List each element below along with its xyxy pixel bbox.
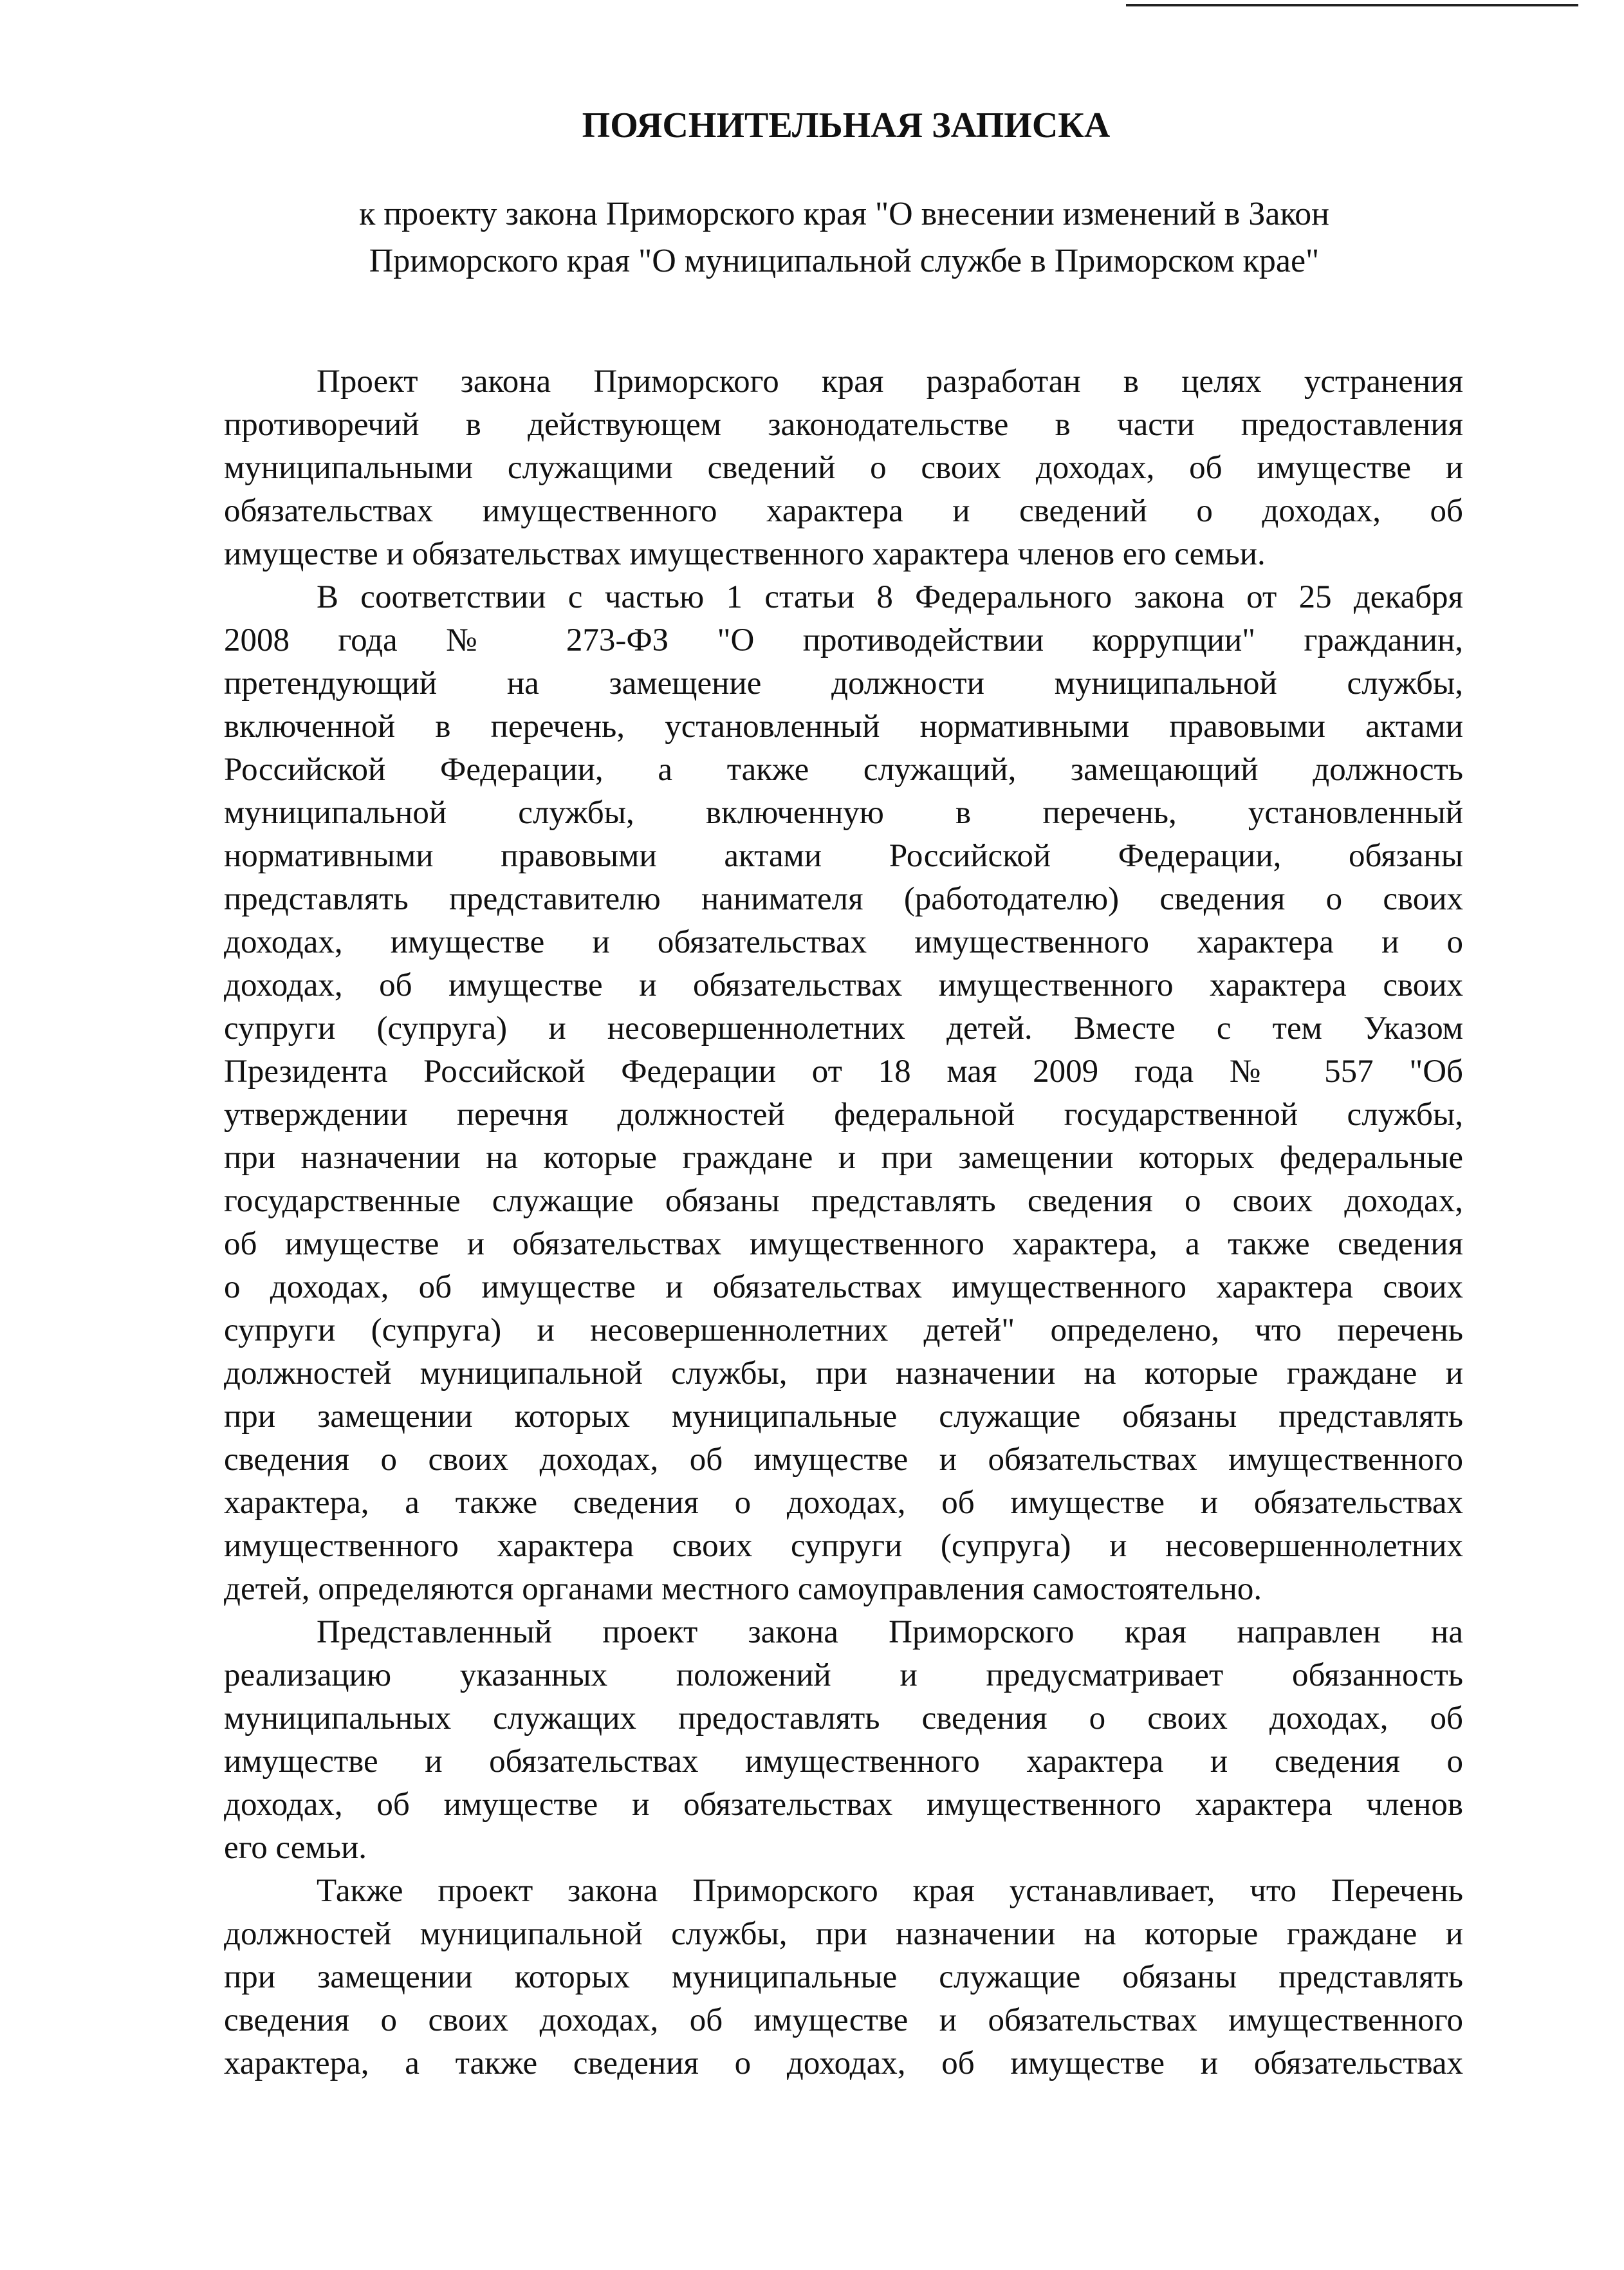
paragraph-line: Также проект закона Приморского края устанавливает, что Перечень xyxy=(317,1873,1463,1909)
paragraph-line: характера, а также сведения о доходах, об имуществе и обязательствах xyxy=(224,2045,1463,2081)
subtitle-line: к проекту закона Приморского края "О внесении изменений в Закон xyxy=(359,196,1329,232)
paragraph-line: должностей муниципальной службы, при назначении на которые граждане и xyxy=(224,1355,1463,1391)
paragraph-line: нормативными правовыми актами Российской Федерации, обязаны xyxy=(224,838,1463,874)
paragraph-line: 2008 года № 273-ФЗ "О противодействии коррупции" гражданин, xyxy=(224,622,1463,658)
paragraph-line: при замещении которых муниципальные служащие обязаны представлять xyxy=(224,1959,1463,1995)
paragraph xyxy=(224,360,1463,576)
paragraph xyxy=(224,576,1463,1611)
paragraph-line: Президента Российской Федерации от 18 мая 2009 года № 557 "Об xyxy=(224,1054,1463,1090)
paragraph-line: противоречий в действующем законодательстве в части предоставления xyxy=(224,407,1463,443)
paragraph-line: имуществе и обязательствах имущественного характера и сведения о xyxy=(224,1744,1463,1780)
paragraph-line: муниципальными служащими сведений о своих доходах, об имуществе и xyxy=(224,450,1463,486)
paragraph xyxy=(224,1870,1463,2085)
paragraph-line: имущественного характера своих супруги (супруга) и несовершеннолетних xyxy=(224,1528,1463,1564)
document-title: ПОЯСНИТЕЛЬНАЯ ЗАПИСКА xyxy=(582,106,1111,145)
paragraph-line: Представленный проект закона Приморского края направлен на xyxy=(317,1614,1463,1650)
paragraph-line: утверждении перечня должностей федеральной государственной службы, xyxy=(224,1097,1463,1133)
paragraph-line: сведения о своих доходах, об имуществе и обязательствах имущественного xyxy=(224,2002,1463,2038)
document-subtitle xyxy=(0,191,1624,284)
paragraph-line: претендующий на замещение должности муниципальной службы, xyxy=(224,665,1463,702)
paragraph-line: характера, а также сведения о доходах, об имуществе и обязательствах xyxy=(224,1485,1463,1521)
paragraph-line: доходах, имуществе и обязательствах имущественного характера и о xyxy=(224,924,1463,960)
paragraph-line: включенной в перечень, установленный нормативными правовыми актами xyxy=(224,709,1463,745)
paragraph-line: муниципальной службы, включенную в перечень, установленный xyxy=(224,795,1463,831)
paragraph-line: его семьи. xyxy=(224,1830,367,1866)
paragraph-line: должностей муниципальной службы, при назначении на которые граждане и xyxy=(224,1916,1463,1952)
paragraph-line: при назначении на которые граждане и при замещении которых федеральные xyxy=(224,1140,1463,1176)
paragraph-line: доходах, об имуществе и обязательствах имущественного характера членов xyxy=(224,1787,1463,1823)
paragraph-line: доходах, об имуществе и обязательствах имущественного характера своих xyxy=(224,967,1463,1003)
paragraph-line: при замещении которых муниципальные служащие обязаны представлять xyxy=(224,1399,1463,1435)
paragraph-line: имуществе и обязательствах имущественного характера членов его семьи. xyxy=(224,536,1266,572)
paragraph-line: о доходах, об имуществе и обязательствах имущественного характера своих xyxy=(224,1269,1463,1305)
paragraph-line: В соответствии с частью 1 статьи 8 Федерального закона от 25 декабря xyxy=(317,579,1463,615)
paragraph-line: Российской Федерации, а также служащий, замещающий должность xyxy=(224,752,1463,788)
paragraph-line: государственные служащие обязаны представлять сведения о своих доходах, xyxy=(224,1183,1463,1219)
scan-top-rule xyxy=(1126,4,1578,6)
paragraph-line: обязательствах имущественного характера и сведений о доходах, об xyxy=(224,493,1463,529)
paragraph-line: об имуществе и обязательствах имущественного характера, а также сведения xyxy=(224,1226,1463,1262)
paragraph-line: детей, определяются органами местного самоуправления самостоятельно. xyxy=(224,1571,1262,1607)
document-body xyxy=(224,360,1463,2085)
paragraph-line: супруги (супруга) и несовершеннолетних детей" определено, что перечень xyxy=(224,1312,1463,1348)
paragraph-line: муниципальных служащих предоставлять сведения о своих доходах, об xyxy=(224,1700,1463,1736)
paragraph-line: реализацию указанных положений и предусматривает обязанность xyxy=(224,1657,1463,1693)
subtitle-line: Приморского края "О муниципальной службе в Приморском крае" xyxy=(369,243,1320,279)
paragraph-line: Проект закона Приморского края разработан в целях устранения xyxy=(317,364,1463,400)
paragraph-line: представлять представителю нанимателя (работодателю) сведения о своих xyxy=(224,881,1463,917)
paragraph-line: сведения о своих доходах, об имуществе и обязательствах имущественного xyxy=(224,1442,1463,1478)
paragraph xyxy=(224,1611,1463,1870)
paragraph-line: супруги (супруга) и несовершеннолетних детей. Вместе с тем Указом xyxy=(224,1010,1463,1047)
